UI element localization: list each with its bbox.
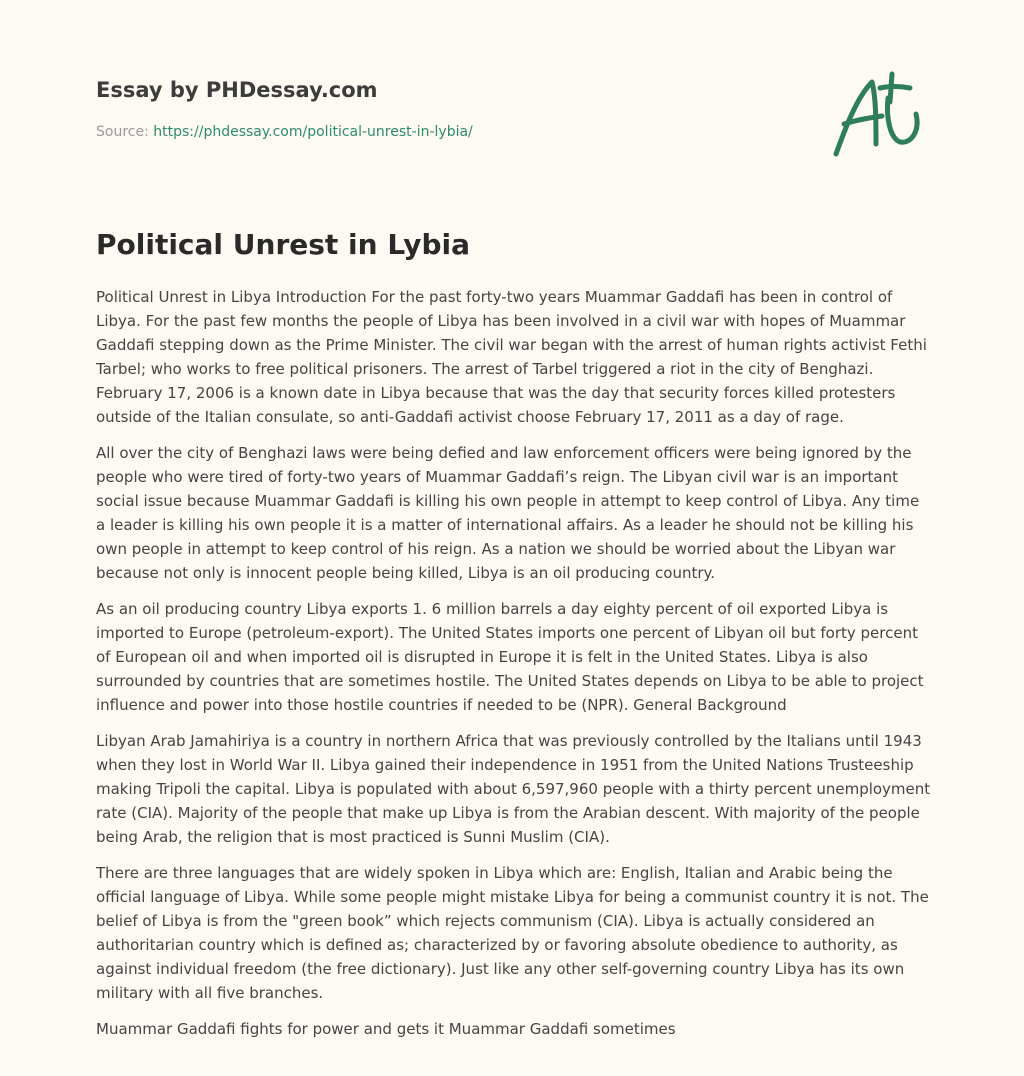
article-title: Political Unrest in Lybia [96,228,471,261]
article-body [96,285,932,1053]
source-label: Source: [96,124,154,140]
source-line [96,124,473,140]
site-brand: Essay by PHDessay.com [96,78,378,102]
article-paragraph: As an oil producing country Libya exports 1. 6 million barrels a day eighty percent of oil exported Libya is imported to Europe (petroleum-export). The United States imports one percent of Libyan oil but forty percent of European oil and when imported oil is disrupted in Europe it is felt in the United States. Libya is also surrounded by countries that are sometimes hostile. The United States depends on Libya to be able to project influence and power into those hostile countries if needed to be (NPR). General Background [96,600,924,714]
article-paragraph: All over the city of Benghazi laws were being defied and law enforcement officers were being ignored by the people who were tired of forty-two years of Muammar Gaddafi’s reign. The Libyan civil war is an important social issue because Muammar Gaddafi is killing his own people in attempt to keep control of Libya. Any time a leader is killing his own people it is a matter of international affairs. As a leader he should not be killing his own people in attempt to keep control of his reign. As a nation we should be worried about the Libyan war because not only is innocent people being killed, Libya is an oil producing country. [96,444,920,582]
article-paragraph: Muammar Gaddafi fights for power and gets it Muammar Gaddafi sometimes [96,1020,676,1038]
article-paragraph: Political Unrest in Libya Introduction For the past forty-two years Muammar Gaddafi has been in control of Libya. For the past few months the people of Libya has been involved in a civil war with hopes of Muammar Gaddafi stepping down as the Prime Minister. The civil war began with the arrest of human rights activist Fethi Tarbel; who works to free political prisoners. The arrest of Tarbel triggered a riot in the city of Benghazi. February 17, 2006 is a known date in Libya because that was the day that security forces killed protesters outside of the Italian consulate, so anti-Gaddafi activist choose February 17, 2011 as a day of rage. [96,288,927,426]
page-header [96,76,928,186]
a-plus-logo-icon [828,68,928,160]
article-paragraph: Libyan Arab Jamahiriya is a country in northern Africa that was previously controlled by the Italians until 1943 when they lost in World War II. Libya gained their independence in 1951 from the United Nations Trusteeship making Tripoli the capital. Libya is populated with about 6,597,960 people with a thirty percent unemployment rate (CIA). Majority of the people that make up Libya is from the Arabian descent. With majority of the people being Arab, the religion that is most practiced is Sunni Muslim (CIA). [96,732,931,846]
source-link[interactable]: https://phdessay.com/political-unrest-in-lybia/ [153,124,473,140]
article-paragraph: There are three languages that are widely spoken in Libya which are: English, Italian and Arabic being the official language of Libya. While some people might mistake Libya for being a communist country it is not. The belief of Libya is from the "green book” which rejects communism (CIA). Libya is actually considered an authoritarian country which is defined as; characterized by or favoring absolute obedience to authority, as against individual freedom (the free dictionary). Just like any other self-governing country Libya has its own military with all five branches. [96,864,929,1002]
